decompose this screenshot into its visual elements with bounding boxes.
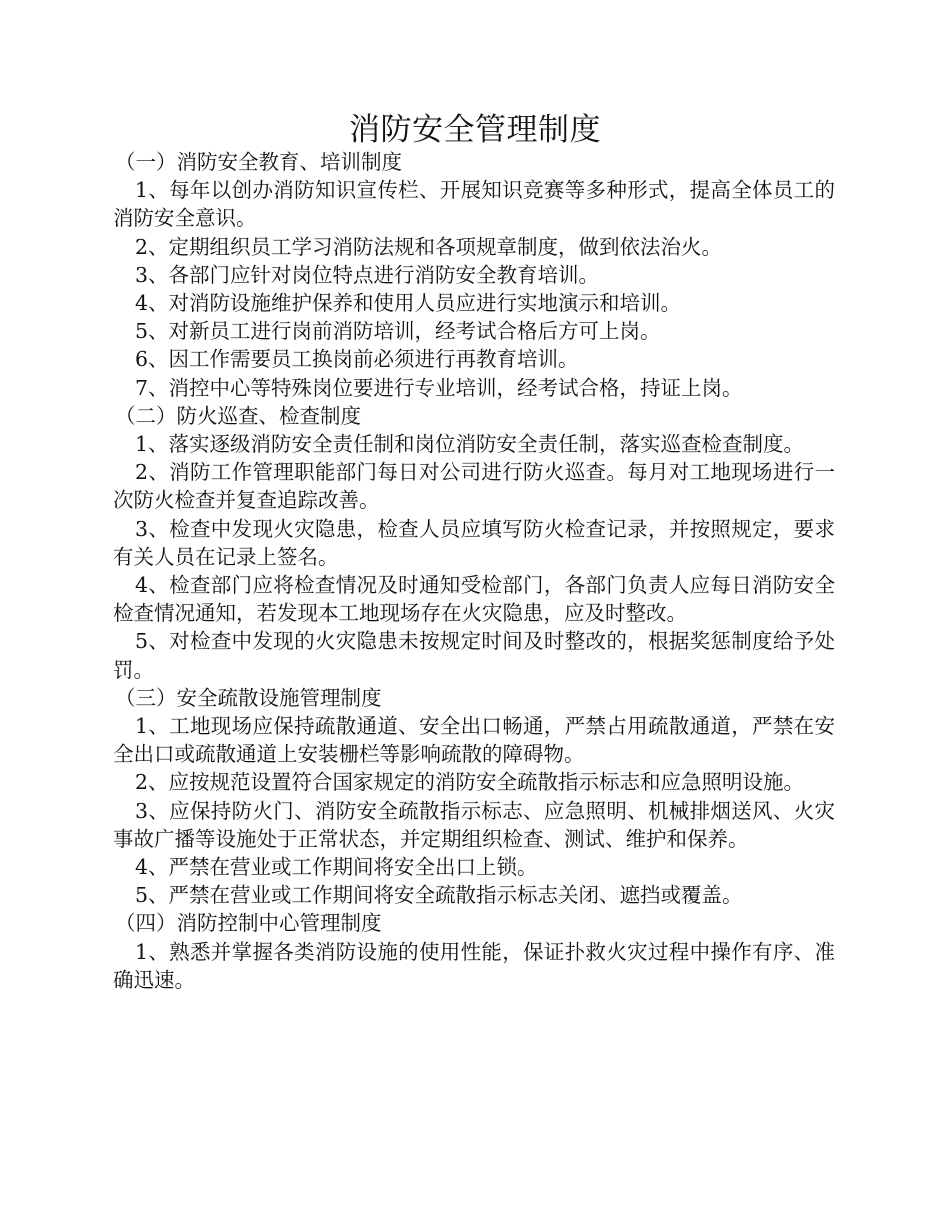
list-item: 4、严禁在营业或工作期间将安全出口上锁。 [135,855,538,880]
list-item: 4、对消防设施维护保养和使用人员应进行实地演示和培训。 [135,291,682,316]
list-item: 2、定期组织员工学习消防法规和各项规章制度，做到依法治火。 [135,234,723,259]
section-heading-2: （二）防火巡查、检查制度 [115,403,361,428]
list-item: 1、工地现场应保持疏散通道、安全出口畅通，严禁占用疏散通道，严禁在安全出口或疏散通道上安装栅栏等影响疏散的障碍物。 [113,714,835,767]
list-item: 5、严禁在营业或工作期间将安全疏散指示标志关闭、遮挡或覆盖。 [135,883,743,908]
list-item: 3、检查中发现火灾隐患，检查人员应填写防火检查记录，并按照规定，要求有关人员在记录上签名。 [113,516,835,569]
list-item: 6、因工作需要员工换岗前必须进行再教育培训。 [135,347,579,372]
section-heading-4: （四）消防控制中心管理制度 [115,911,382,936]
list-item: 4、检查部门应将检查情况及时通知受检部门，各部门负责人应每日消防安全检查情况通知，若发现本工地现场存在火灾隐患，应及时整改。 [113,573,835,626]
document-body [113,148,835,994]
list-item: 3、各部门应针对岗位特点进行消防安全教育培训。 [135,262,600,287]
list-item: 1、落实逐级消防安全责任制和岗位消防安全责任制，落实巡查检查制度。 [135,432,805,457]
list-item: 2、消防工作管理职能部门每日对公司进行防火巡查。每月对工地现场进行一次防火检查并复查追踪改善。 [113,460,835,513]
list-item: 7、消控中心等特殊岗位要进行专业培训，经考试合格，持证上岗。 [135,375,743,400]
list-item: 5、对检查中发现的火灾隐患未按规定时间及时整改的，根据奖惩制度给予处罚。 [113,629,835,682]
section-heading-3: （三）安全疏散设施管理制度 [115,685,382,710]
section-heading-1: （一）消防安全教育、培训制度 [115,150,402,174]
list-item: 5、对新员工进行岗前消防培训，经考试合格后方可上岗。 [135,319,661,344]
list-item: 3、应保持防火门、消防安全疏散指示标志、应急照明、机械排烟送风、火灾事故广播等设施处于正常状态，并定期组织检查、测试、维护和保养。 [113,798,835,851]
document-title: 消防安全管理制度 [349,112,601,148]
list-item: 1、每年以创办消防知识宣传栏、开展知识竞赛等多种形式，提高全体员工的消防安全意识。 [113,178,835,231]
list-item: 2、应按规范设置符合国家规定的消防安全疏散指示标志和应急照明设施。 [135,770,805,795]
list-item: 1、熟悉并掌握各类消防设施的使用性能，保证扑救火灾过程中操作有序、准确迅速。 [113,939,835,992]
